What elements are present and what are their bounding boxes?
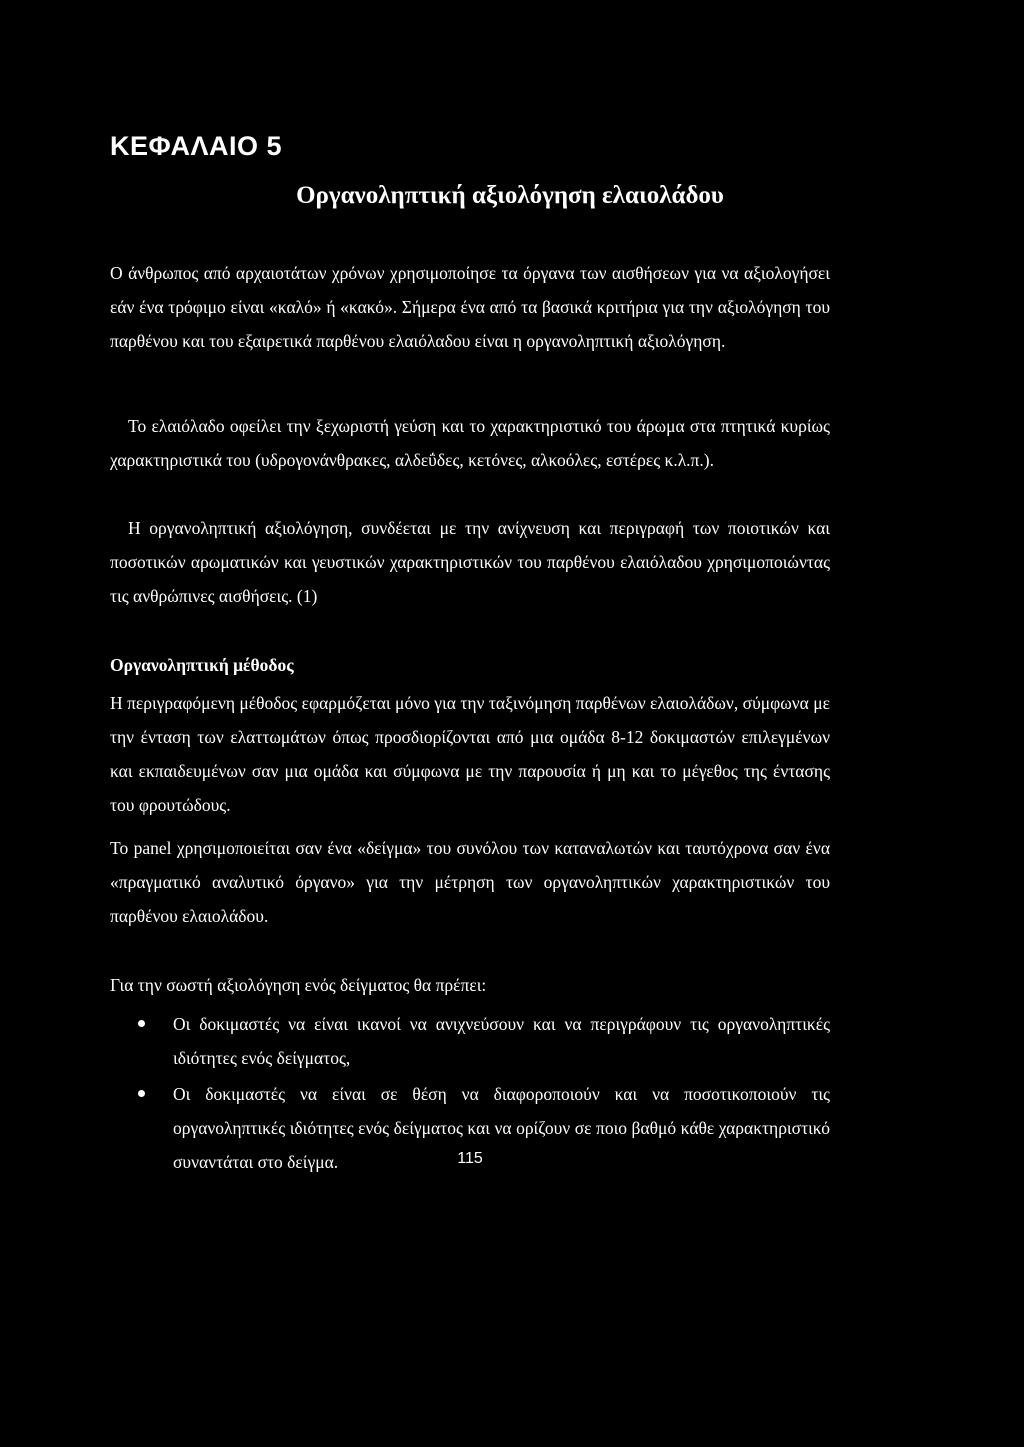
aroma-paragraph: Το ελαιόλαδο οφείλει την ξεχωριστή γεύση και το χαρακτηριστικό του άρωμα στα πτητικά κυρίως χαρακτηριστικά του (υδρογονάνθρακες, αλδεΰδες, κετόνες, αλκοόλες, εστέρες κ.λ.π.). — [110, 416, 830, 470]
page-number: 115 — [457, 1150, 483, 1167]
requirements-intro: Για την σωστή αξιολόγηση ενός δείγματος θα πρέπει: — [110, 975, 487, 995]
intro-paragraph: Ο άνθρωπος από αρχαιοτάτων χρόνων χρησιμοποίησε τα όργανα των αισθήσεων για να αξιολογήσει εάν ένα τρόφιμο είναι «καλό» ή «κακό». Σήμερα ένα από τα βασικά κριτήρια για την αξιολόγηση του παρθένου και του εξαιρετικά παρθένου ελαιόλαδου είναι η οργανοληπτική αξιολόγηση. — [110, 263, 830, 351]
section-heading: Οργανοληπτική μέθοδος — [110, 655, 294, 675]
chapter-label: ΚΕΦΑΛΑΙΟ 5 — [110, 131, 282, 161]
evaluation-paragraph: Η οργανοληπτική αξιολόγηση, συνδέεται με την ανίχνευση και περιγραφή των ποιοτικών και ποσοτικών αρωματικών και γευστικών χαρακτηριστικών του παρθένου ελαιόλαδου χρησιμοποιώντας τις ανθρώπινες αισθήσεις. (1) — [110, 518, 830, 606]
list-item-text: Οι δοκιμαστές να είναι σε θέση να διαφοροποιούν και να ποσοτικοποιούν τις οργανοληπτικές ιδιότητες ενός δείγματος και να ορίζουν σε ποιο βαθμό κάθε χαρακτηριστικό συναντάται στο δείγμα. — [173, 1084, 830, 1172]
method-paragraph: Η περιγραφόμενη μέθοδος εφαρμόζεται μόνο για την ταξινόμηση παρθένων ελαιολάδων, σύμφωνα με την ένταση των ελαττωμάτων όπως προσδιορίζονται από μια ομάδα 8-12 δοκιμαστών επιλεγμένων και εκπαιδευμένων σαν μια ομάδα και σύμφωνα με την παρουσία ή μη και το μέγεθος της έντασης του φρουτώδους. — [110, 693, 830, 815]
bullet-icon — [138, 1090, 145, 1097]
bullet-icon — [138, 1020, 145, 1027]
panel-paragraph: Το panel χρησιμοποιείται σαν ένα «δείγμα» του συνόλου των καταναλωτών και ταυτόχρονα σαν ένα «πραγματικό αναλυτικό όργανο» για την μέτρηση των οργανοληπτικών χαρακτηριστικών του παρθένου ελαιολάδου. — [110, 838, 830, 926]
list-item — [128, 1007, 830, 1075]
chapter-title: Οργανοληπτική αξιολόγηση ελαιολάδου — [296, 182, 724, 209]
list-item-text: Οι δοκιμαστές να είναι ικανοί να ανιχνεύσουν και να περιγράφουν τις οργανοληπτικές ιδιότητες ενός δείγματος, — [173, 1014, 830, 1068]
